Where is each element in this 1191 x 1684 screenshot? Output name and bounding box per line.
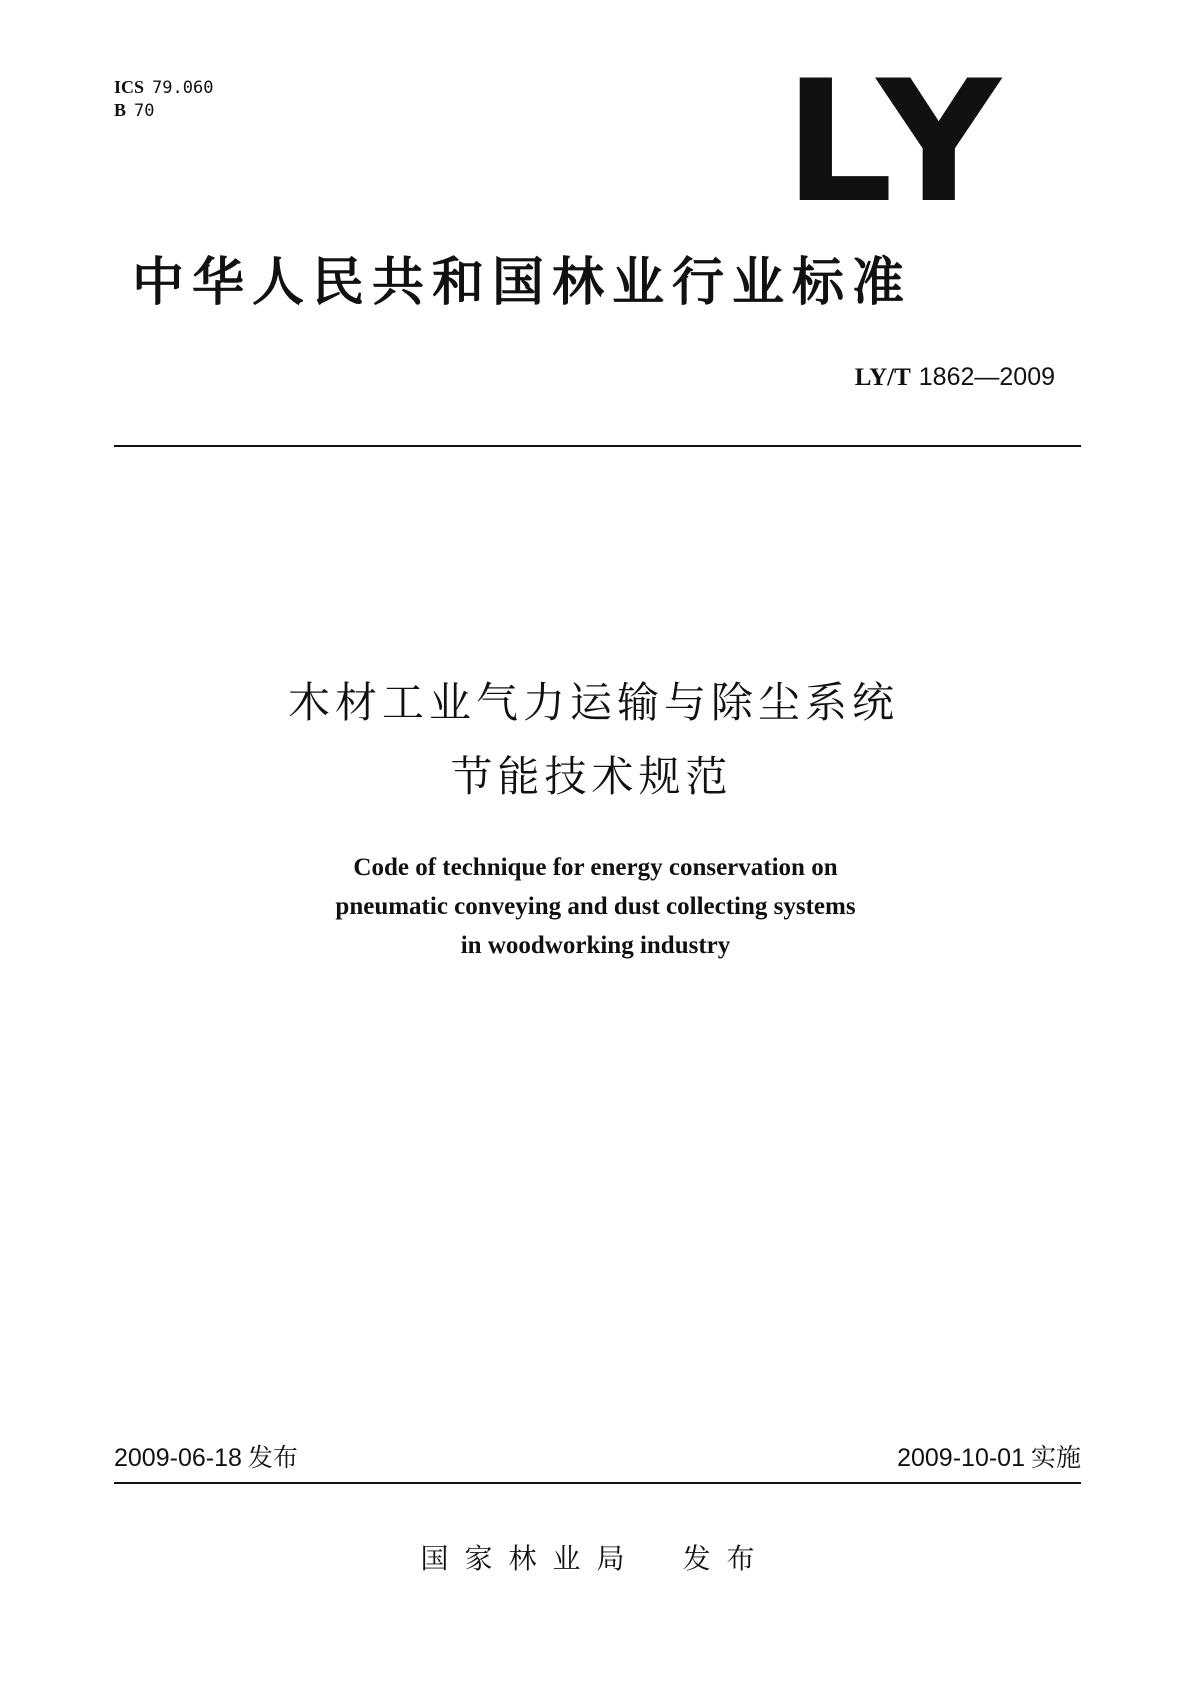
ccs-code (114, 99, 213, 122)
issuing-organization: 国家林业局 (420, 1542, 641, 1575)
issue-label: 发布 (247, 1443, 298, 1472)
bottom-divider (114, 1482, 1081, 1484)
chinese-title-line-1: 木材工业气力运输与除尘系统 (287, 678, 899, 727)
standard-category-title: 中华人民共和国林业行业标准 (132, 253, 913, 313)
top-divider (114, 445, 1081, 447)
ics-label: ICS (114, 77, 145, 97)
issue-date (114, 1443, 298, 1473)
english-title (0, 848, 1191, 965)
implementation-date-value: 2009-10-01 (897, 1444, 1025, 1472)
implementation-date (897, 1443, 1081, 1473)
implementation-label: 实施 (1030, 1443, 1081, 1472)
standard-number (855, 362, 1055, 393)
english-title-line-2: pneumatic conveying and dust collecting systems (335, 893, 856, 920)
issuing-action: 发布 (682, 1542, 771, 1575)
issuer-line (0, 1542, 1191, 1576)
chinese-title-line-2: 节能技术规范 (450, 752, 733, 801)
ccs-label: B (114, 100, 127, 120)
standard-prefix: LY/T (854, 364, 911, 391)
english-title-line-3: in woodworking industry (460, 932, 731, 959)
english-title-line-1: Code of technique for energy conservation on (353, 854, 838, 881)
ccs-value: 70 (134, 101, 155, 121)
ly-standard-logo: LY (784, 44, 1011, 240)
issue-date-value: 2009-06-18 (114, 1444, 242, 1472)
ics-code (114, 76, 213, 99)
classification-codes (114, 76, 213, 122)
ics-value: 79.060 (152, 78, 214, 98)
standard-code: 1862—2009 (918, 363, 1055, 391)
